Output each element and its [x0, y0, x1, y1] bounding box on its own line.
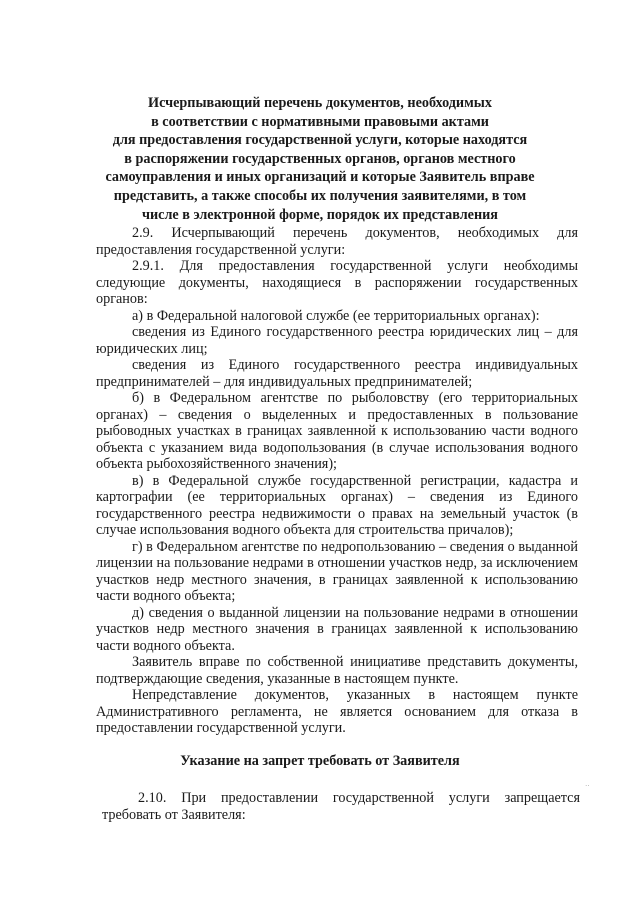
- heading-line: в распоряжении государственных органов, органов местного: [124, 150, 516, 167]
- paragraph-2-10: 2.10. При предоставлении государственной услуги запрещается требовать от Заявителя:: [102, 790, 580, 823]
- scan-mark: ··: [585, 782, 590, 790]
- paragraph-egrul: сведения из Единого государственного реестра юридических лиц – для юридических лиц;: [96, 324, 578, 357]
- paragraph-2-9-1: 2.9.1. Для предоставления государственной услуги необходимы следующие документы, находящиеся в распоряжении государственных органов:: [96, 258, 578, 307]
- heading-line: самоуправления и иных организаций и которые Заявитель вправе: [105, 169, 535, 186]
- document-body-continued: [102, 790, 580, 823]
- paragraph-2-9: 2.9. Исчерпывающий перечень документов, необходимых для предоставления государственной услуги:: [96, 225, 578, 258]
- paragraph-item-a: а) в Федеральной налоговой службе (ее территориальных органах):: [132, 307, 540, 324]
- paragraph-initiative: Заявитель вправе по собственной инициативе представить документы, подтверждающие сведения, указанные в настоящем пункте.: [96, 654, 578, 687]
- paragraph-item-b: б) в Федеральном агентстве по рыболовству (его территориальных органах) – сведения о выделенных и предоставленных в пользование рыбоводных участках в границах заявленной к использованию части водного объекта с указанием вида водопользования (в случае использования водного объекта рыбохозяйственного значения);: [96, 390, 578, 472]
- paragraph-egrip: сведения из Единого государственного реестра индивидуальных предпринимателей – для индивидуальных предпринимателей;: [96, 357, 578, 390]
- heading-line: для предоставления государственной услуги, которые находятся: [112, 132, 528, 149]
- heading-line: представить, а также способы их получения заявителями, в том: [113, 187, 527, 204]
- paragraph-item-d: д) сведения о выданной лицензии на пользование недрами в отношении участков недр местного значения в границах заявленной к использованию части водного объекта.: [96, 604, 578, 654]
- section-heading: [0, 94, 640, 224]
- paragraph-item-g: г) в Федеральном агентстве по недропользованию – сведения о выданной лицензии на пользование недрами в отношении участков недр, за исключением участков недр местного значения, в границах заявленной к использованию части водного объекта;: [96, 538, 578, 604]
- document-body: [96, 225, 578, 737]
- subheading: Указание на запрет требовать от Заявителя: [180, 753, 460, 769]
- heading-line: в соответствии с нормативными правовыми актами: [151, 113, 489, 130]
- paragraph-item-v: в) в Федеральной службе государственной регистрации, кадастра и картографии (ее территориальных органах) – сведения из Единого государственного реестра недвижимости о правах на земельный участок (в случае использования водного объекта для строительства причалов);: [96, 472, 578, 538]
- heading-line: Исчерпывающий перечень документов, необходимых: [148, 95, 492, 111]
- heading-line: числе в электронной форме, порядок их представления: [141, 206, 498, 223]
- paragraph-non-submission: Непредставление документов, указанных в настоящем пункте Административного регламента, не является основанием для отказа в предоставлении государственной услуги.: [96, 687, 578, 736]
